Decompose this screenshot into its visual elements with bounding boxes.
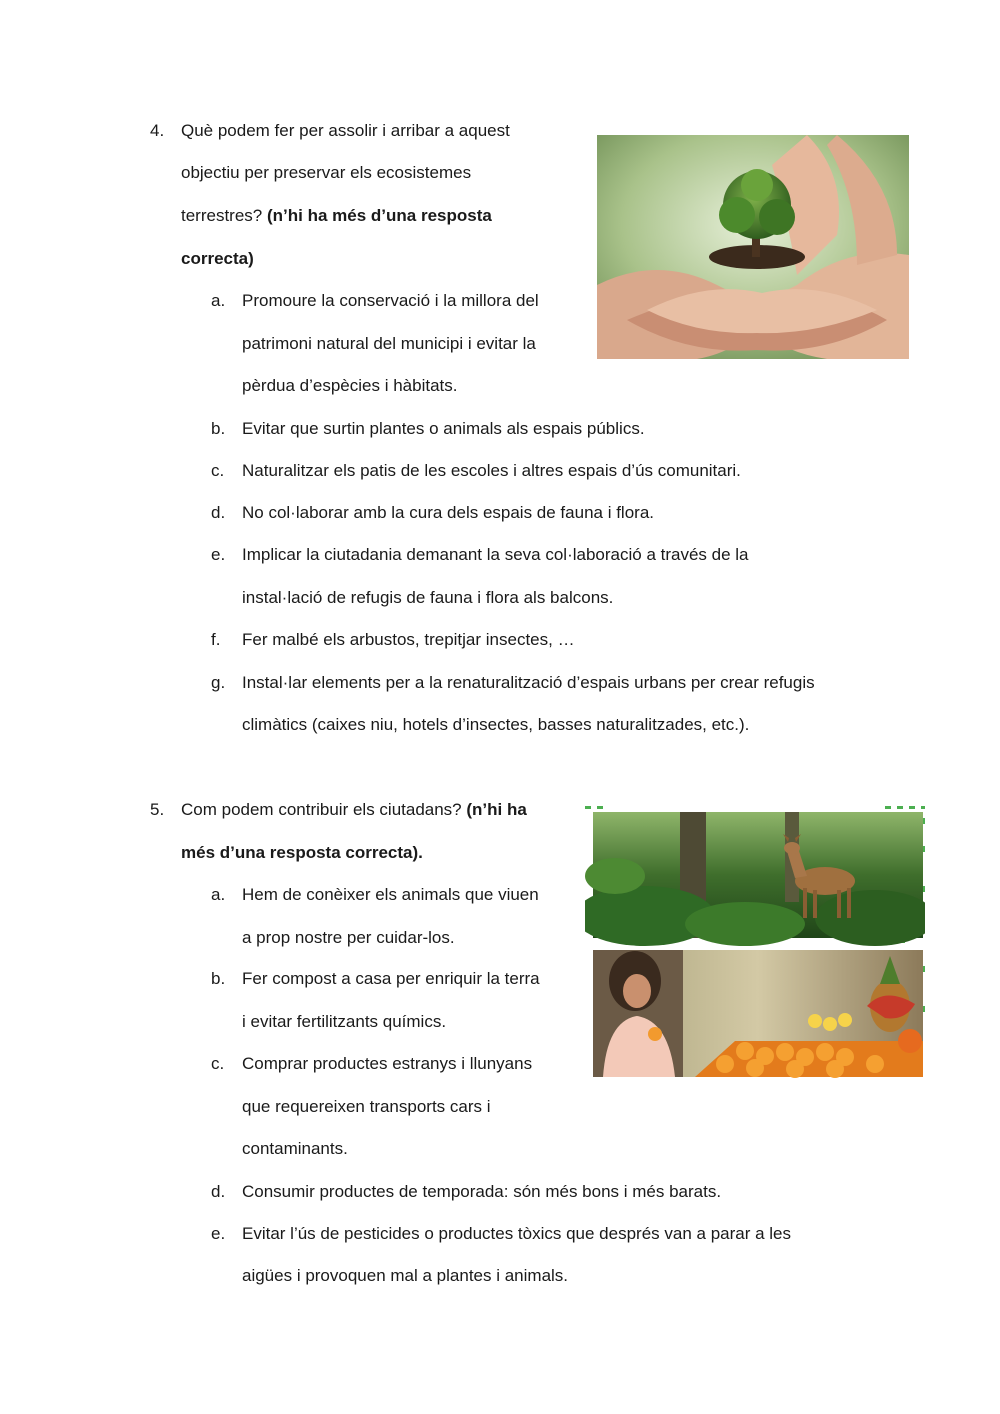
q4-option-a-line-2: patrimoni natural del municipi i evitar la: [242, 334, 536, 353]
q5-option-d-letter: d.: [211, 1182, 226, 1201]
q5-option-c-line-1: Comprar productes estranys i llunyans: [242, 1054, 533, 1073]
q5-option-a-line-2: a prop nostre per cuidar-los.: [242, 928, 455, 947]
q4-option-c-line-1: Naturalitzar els patis de les escoles i altres espais d’ús comunitari.: [242, 461, 741, 480]
q5-option-e-line-2: aigües i provoquen mal a plantes i animals.: [242, 1266, 569, 1285]
q4-option-f-letter: f.: [211, 630, 221, 649]
q4-option-f-line-1: Fer malbé els arbustos, trepitjar insectes, …: [242, 630, 575, 649]
q4-option-a-letter: a.: [211, 291, 226, 310]
deer-and-market-image: [585, 806, 925, 1080]
q4-option-g-line-1: Instal·lar elements per a la renaturalització d’espais urbans per crear refugis: [242, 673, 815, 692]
question-4-hint: (n’hi ha més d’una resposta: [266, 206, 492, 225]
q4-option-a-line-1: Promoure la conservació i la millora del: [242, 291, 539, 310]
q4-option-e-line-2: instal·lació de refugis de fauna i flora als balcons.: [242, 588, 614, 607]
q5-option-b-letter: b.: [211, 969, 226, 988]
question-5-number: 5.: [150, 800, 165, 819]
q5-option-c-line-3: contaminants.: [242, 1139, 348, 1158]
q5-option-b-line-2: i evitar fertilitzants químics.: [242, 1012, 447, 1031]
q5-option-e-letter: e.: [211, 1224, 226, 1243]
q4-option-b-letter: b.: [211, 419, 226, 438]
q4-option-b-line-1: Evitar que surtin plantes o animals als espais públics.: [242, 419, 645, 438]
q4-option-d-line-1: No col·laborar amb la cura dels espais de fauna i flora.: [242, 503, 654, 522]
q4-option-a-line-3: pèrdua d’espècies i hàbitats.: [242, 376, 458, 395]
hands-with-tree-image: [597, 135, 909, 359]
q5-option-d-line-1: Consumir productes de temporada: són més bons i més barats.: [242, 1182, 722, 1201]
q4-option-d-letter: d.: [211, 503, 226, 522]
q5-option-b-line-1: Fer compost a casa per enriquir la terra: [242, 969, 540, 988]
question-5-text-line-2: més d’una resposta correcta).: [181, 843, 423, 862]
q4-option-e-line-1: Implicar la ciutadania demanant la seva col·laboració a través de la: [242, 545, 749, 564]
q5-option-a-letter: a.: [211, 885, 226, 904]
q4-option-c-letter: c.: [211, 461, 225, 480]
question-4-text-line-3: terrestres? (n’hi ha més d’una resposta: [181, 206, 492, 225]
question-5-hint: (n’hi ha: [466, 800, 527, 819]
q5-option-c-line-2: que requereixen transports cars i: [242, 1097, 491, 1116]
q5-option-c-letter: c.: [211, 1054, 225, 1073]
question-4-number: 4.: [150, 121, 165, 140]
question-4-text-line-1: Què podem fer per assolir i arribar a aquest: [181, 121, 510, 140]
question-4-text-line-2: objectiu per preservar els ecosistemes: [181, 163, 472, 182]
question-4-text-line-4: correcta): [181, 249, 254, 268]
q5-option-a-line-1: Hem de conèixer els animals que viuen: [242, 885, 539, 904]
q4-option-g-letter: g.: [211, 673, 226, 692]
q4-option-e-letter: e.: [211, 545, 226, 564]
q4-option-g-line-2: climàtics (caixes niu, hotels d’insectes, basses naturalitzades, etc.).: [242, 715, 750, 734]
q5-option-e-line-1: Evitar l’ús de pesticides o productes tòxics que després van a parar a les: [242, 1224, 792, 1243]
question-5-text-line-1: Com podem contribuir els ciutadans? (n’hi ha: [181, 800, 527, 819]
